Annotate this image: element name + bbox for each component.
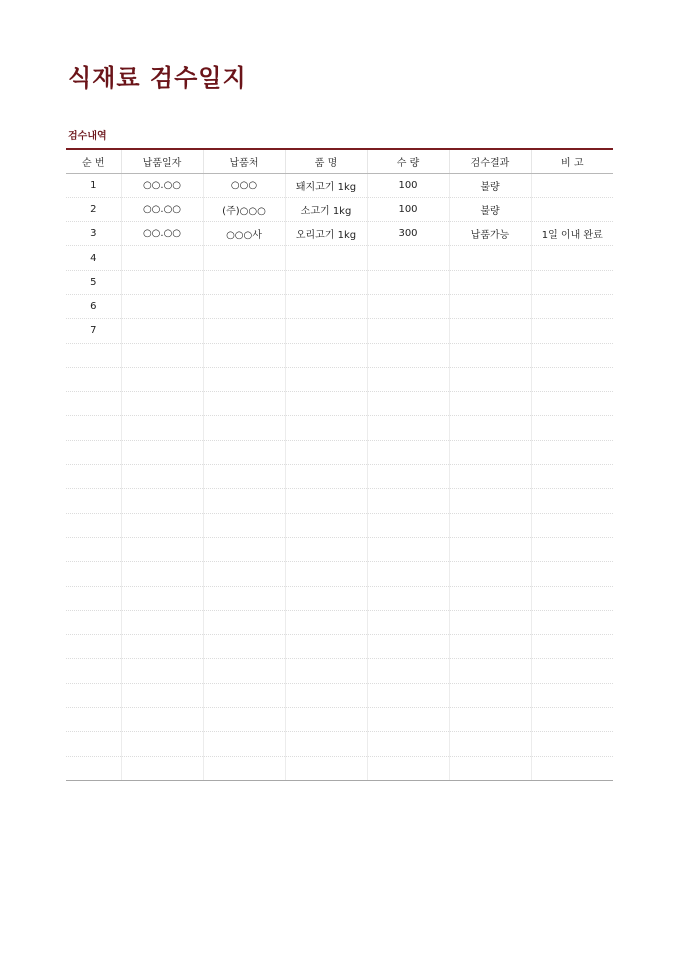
delivery-date-cell: [121, 270, 203, 294]
delivery-date-cell: [121, 610, 203, 634]
header-inspection-result: 검수결과: [449, 149, 531, 173]
delivery-date-cell: ○○.○○: [121, 173, 203, 197]
delivery-date-cell: [121, 489, 203, 513]
seq-cell: 4: [66, 246, 121, 270]
inspection-result-cell: [449, 440, 531, 464]
supplier-cell: [203, 367, 285, 391]
header-quantity: 수 량: [367, 149, 449, 173]
quantity-cell: [367, 465, 449, 489]
supplier-cell: [203, 708, 285, 732]
supplier-cell: [203, 732, 285, 756]
delivery-date-cell: [121, 683, 203, 707]
table-row: [66, 440, 613, 464]
quantity-cell: [367, 635, 449, 659]
table-row: [66, 392, 613, 416]
item-name-cell: [285, 586, 367, 610]
quantity-cell: [367, 732, 449, 756]
delivery-date-cell: [121, 319, 203, 343]
section-label: 검수내역: [68, 131, 107, 142]
inspection-result-cell: [449, 586, 531, 610]
delivery-date-cell: [121, 708, 203, 732]
item-name-cell: [285, 416, 367, 440]
remarks-cell: [531, 683, 613, 707]
quantity-cell: [367, 294, 449, 318]
supplier-cell: [203, 513, 285, 537]
supplier-cell: [203, 416, 285, 440]
remarks-cell: 1일 이내 완료: [531, 222, 613, 246]
item-name-cell: [285, 562, 367, 586]
remarks-cell: [531, 416, 613, 440]
remarks-cell: [531, 537, 613, 561]
seq-cell: [66, 440, 121, 464]
delivery-date-cell: [121, 367, 203, 391]
item-name-cell: [285, 465, 367, 489]
table-row: [66, 537, 613, 561]
delivery-date-cell: [121, 440, 203, 464]
table-row: [66, 246, 613, 270]
remarks-cell: [531, 659, 613, 683]
item-name-cell: [285, 367, 367, 391]
inspection-result-cell: [449, 708, 531, 732]
inspection-result-cell: [449, 489, 531, 513]
table-row: [66, 173, 613, 197]
seq-cell: [66, 683, 121, 707]
remarks-cell: [531, 270, 613, 294]
inspection-table: [66, 148, 613, 781]
delivery-date-cell: [121, 562, 203, 586]
item-name-cell: [285, 294, 367, 318]
table-row: [66, 465, 613, 489]
table-row: [66, 659, 613, 683]
delivery-date-cell: [121, 513, 203, 537]
quantity-cell: 100: [367, 197, 449, 221]
seq-cell: [66, 732, 121, 756]
supplier-cell: (주)○○○: [203, 197, 285, 221]
seq-cell: [66, 392, 121, 416]
supplier-cell: [203, 489, 285, 513]
remarks-cell: [531, 732, 613, 756]
table-row: [66, 586, 613, 610]
seq-cell: [66, 489, 121, 513]
table-row: [66, 683, 613, 707]
quantity-cell: [367, 537, 449, 561]
item-name-cell: [285, 635, 367, 659]
supplier-cell: [203, 270, 285, 294]
seq-cell: [66, 465, 121, 489]
inspection-result-cell: [449, 683, 531, 707]
seq-cell: 6: [66, 294, 121, 318]
seq-cell: [66, 635, 121, 659]
supplier-cell: [203, 537, 285, 561]
supplier-cell: ○○○사: [203, 222, 285, 246]
delivery-date-cell: [121, 392, 203, 416]
seq-cell: [66, 562, 121, 586]
inspection-result-cell: [449, 367, 531, 391]
remarks-cell: [531, 319, 613, 343]
item-name-cell: [285, 513, 367, 537]
item-name-cell: [285, 708, 367, 732]
supplier-cell: [203, 319, 285, 343]
inspection-result-cell: [449, 537, 531, 561]
table-row: [66, 732, 613, 756]
seq-cell: 1: [66, 173, 121, 197]
delivery-date-cell: [121, 246, 203, 270]
table-row: [66, 416, 613, 440]
supplier-cell: [203, 465, 285, 489]
seq-cell: [66, 659, 121, 683]
seq-cell: 7: [66, 319, 121, 343]
header-item-name: 품 명: [285, 149, 367, 173]
table-row: [66, 222, 613, 246]
remarks-cell: [531, 708, 613, 732]
item-name-cell: [285, 756, 367, 780]
delivery-date-cell: ○○.○○: [121, 222, 203, 246]
inspection-result-cell: [449, 270, 531, 294]
inspection-result-cell: [449, 465, 531, 489]
supplier-cell: [203, 440, 285, 464]
header-seq: 순 번: [66, 149, 121, 173]
delivery-date-cell: [121, 756, 203, 780]
table-row: [66, 513, 613, 537]
remarks-cell: [531, 197, 613, 221]
item-name-cell: [285, 343, 367, 367]
delivery-date-cell: [121, 537, 203, 561]
table-row: [66, 270, 613, 294]
quantity-cell: [367, 270, 449, 294]
supplier-cell: [203, 683, 285, 707]
table-row: [66, 367, 613, 391]
item-name-cell: [285, 732, 367, 756]
remarks-cell: [531, 586, 613, 610]
table-row: [66, 319, 613, 343]
remarks-cell: [531, 440, 613, 464]
remarks-cell: [531, 173, 613, 197]
quantity-cell: 300: [367, 222, 449, 246]
seq-cell: 2: [66, 197, 121, 221]
supplier-cell: [203, 392, 285, 416]
seq-cell: [66, 586, 121, 610]
seq-cell: [66, 416, 121, 440]
remarks-cell: [531, 246, 613, 270]
table-row: [66, 197, 613, 221]
remarks-cell: [531, 392, 613, 416]
table-header-row: [66, 149, 613, 173]
remarks-cell: [531, 562, 613, 586]
seq-cell: [66, 513, 121, 537]
delivery-date-cell: [121, 343, 203, 367]
inspection-result-cell: [449, 610, 531, 634]
item-name-cell: 돼지고기 1kg: [285, 173, 367, 197]
delivery-date-cell: [121, 586, 203, 610]
table-row: [66, 610, 613, 634]
table-body: [66, 173, 613, 780]
remarks-cell: [531, 367, 613, 391]
quantity-cell: [367, 246, 449, 270]
supplier-cell: [203, 610, 285, 634]
inspection-result-cell: 납품가능: [449, 222, 531, 246]
inspection-result-cell: [449, 392, 531, 416]
supplier-cell: ○○○: [203, 173, 285, 197]
delivery-date-cell: [121, 294, 203, 318]
item-name-cell: [285, 659, 367, 683]
supplier-cell: [203, 635, 285, 659]
inspection-result-cell: [449, 294, 531, 318]
quantity-cell: [367, 513, 449, 537]
supplier-cell: [203, 562, 285, 586]
quantity-cell: [367, 367, 449, 391]
quantity-cell: [367, 440, 449, 464]
remarks-cell: [531, 294, 613, 318]
inspection-result-cell: [449, 635, 531, 659]
remarks-cell: [531, 635, 613, 659]
table-row: [66, 635, 613, 659]
quantity-cell: [367, 343, 449, 367]
quantity-cell: [367, 392, 449, 416]
seq-cell: [66, 367, 121, 391]
item-name-cell: [285, 440, 367, 464]
quantity-cell: [367, 562, 449, 586]
item-name-cell: 오리고기 1kg: [285, 222, 367, 246]
quantity-cell: [367, 586, 449, 610]
item-name-cell: [285, 489, 367, 513]
delivery-date-cell: [121, 732, 203, 756]
table-row: [66, 562, 613, 586]
item-name-cell: [285, 392, 367, 416]
table-row: [66, 343, 613, 367]
delivery-date-cell: [121, 416, 203, 440]
seq-cell: [66, 708, 121, 732]
remarks-cell: [531, 489, 613, 513]
supplier-cell: [203, 756, 285, 780]
inspection-result-cell: [449, 416, 531, 440]
table-row: [66, 489, 613, 513]
remarks-cell: [531, 513, 613, 537]
item-name-cell: [285, 610, 367, 634]
quantity-cell: [367, 610, 449, 634]
quantity-cell: [367, 489, 449, 513]
seq-cell: [66, 537, 121, 561]
supplier-cell: [203, 343, 285, 367]
delivery-date-cell: [121, 465, 203, 489]
remarks-cell: [531, 343, 613, 367]
delivery-date-cell: [121, 635, 203, 659]
quantity-cell: [367, 708, 449, 732]
header-delivery-date: 납품일자: [121, 149, 203, 173]
table-row: [66, 756, 613, 780]
quantity-cell: [367, 659, 449, 683]
table-row: [66, 708, 613, 732]
delivery-date-cell: ○○.○○: [121, 197, 203, 221]
inspection-result-cell: [449, 513, 531, 537]
header-remarks: 비 고: [531, 149, 613, 173]
remarks-cell: [531, 756, 613, 780]
quantity-cell: [367, 756, 449, 780]
inspection-result-cell: [449, 732, 531, 756]
supplier-cell: [203, 659, 285, 683]
item-name-cell: [285, 319, 367, 343]
seq-cell: [66, 343, 121, 367]
supplier-cell: [203, 294, 285, 318]
inspection-result-cell: [449, 319, 531, 343]
inspection-result-cell: [449, 756, 531, 780]
remarks-cell: [531, 465, 613, 489]
seq-cell: 3: [66, 222, 121, 246]
quantity-cell: [367, 683, 449, 707]
inspection-result-cell: [449, 343, 531, 367]
quantity-cell: [367, 319, 449, 343]
seq-cell: 5: [66, 270, 121, 294]
supplier-cell: [203, 586, 285, 610]
seq-cell: [66, 610, 121, 634]
table-row: [66, 294, 613, 318]
quantity-cell: [367, 416, 449, 440]
inspection-result-cell: 불량: [449, 173, 531, 197]
supplier-cell: [203, 246, 285, 270]
delivery-date-cell: [121, 659, 203, 683]
page-title: 식재료 검수일지: [68, 64, 247, 92]
item-name-cell: [285, 270, 367, 294]
header-supplier: 납품처: [203, 149, 285, 173]
inspection-result-cell: [449, 246, 531, 270]
quantity-cell: 100: [367, 173, 449, 197]
remarks-cell: [531, 610, 613, 634]
seq-cell: [66, 756, 121, 780]
item-name-cell: [285, 537, 367, 561]
item-name-cell: [285, 246, 367, 270]
inspection-result-cell: 불량: [449, 197, 531, 221]
inspection-result-cell: [449, 562, 531, 586]
item-name-cell: 소고기 1kg: [285, 197, 367, 221]
inspection-result-cell: [449, 659, 531, 683]
item-name-cell: [285, 683, 367, 707]
